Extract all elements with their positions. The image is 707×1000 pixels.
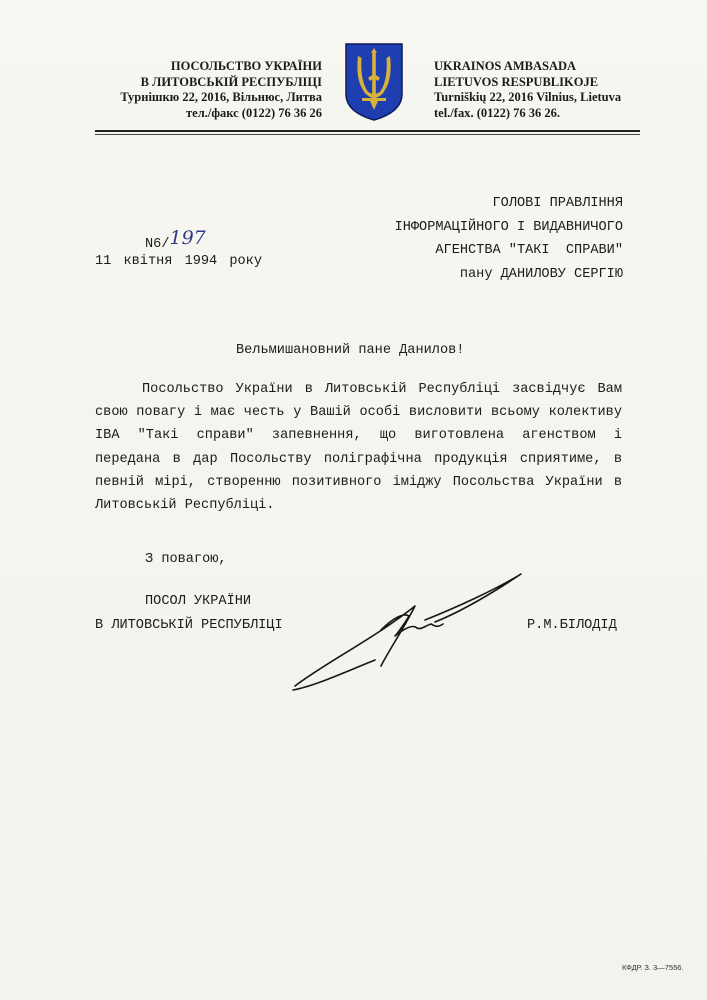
letterhead-ua-line-3: Турнішкю 22, 2016, Вільнюс, Литва	[120, 90, 322, 104]
reference-number	[145, 227, 206, 252]
letterhead-lt-line-3: Turniškių 22, 2016 Vilnius, Lietuva	[434, 90, 622, 104]
letterhead-lt-line-1: UKRAINOS AMBASADA	[434, 59, 577, 73]
addressee-line-1: ГОЛОВІ ПРАВЛІННЯ	[492, 196, 623, 211]
addressee-line-3: АГЕНСТВА "ТАКІ СПРАВИ"	[435, 243, 623, 258]
letter-date: 11 квітня 1994 року	[95, 254, 262, 269]
coat-of-arms-icon	[344, 42, 404, 122]
addressee-line-2: ІНФОРМАЦІЙНОГО І ВИДАВНИЧОГО	[394, 219, 623, 235]
handwritten-signature	[285, 568, 525, 698]
addressee-line-4: пану ДАНИЛОВУ СЕРГІЮ	[459, 266, 623, 282]
letter-body: Посольство України в Литовській Республіці засвідчує Вам свою повагу і має честь у Вашій особі висловити всьому колективу ІВА "Такі справи" запевнення, що виготовлена агенством і передана в дар Посольству поліграфічна продукція сприятиме, в певній мірі, створенню позитивного іміджу Посольства України в Литовській Республіці.	[95, 382, 622, 514]
addressee-block	[395, 192, 623, 286]
signer-name: Р.М.БІЛОДІД	[527, 618, 617, 633]
closing-phrase: З повагою,	[145, 552, 227, 567]
letterhead-lt-line-4: tel./fax. (0122) 76 36 26.	[434, 105, 561, 120]
letterhead-ua-line-2: В ЛИТОВСЬКІЙ РЕСПУБЛІЦІ	[140, 74, 322, 89]
salutation: Вельмишановний пане Данилов!	[236, 343, 465, 358]
reference-handwritten-number: 197	[169, 227, 206, 249]
letterhead-ua-line-4: тел./факс (0122) 76 36 26	[186, 105, 322, 120]
letterhead-ukrainian	[112, 59, 322, 121]
letterhead-divider	[95, 130, 640, 132]
letterhead-lithuanian	[434, 59, 664, 121]
reference-prefix: N6/	[145, 237, 170, 252]
letterhead-ua-line-1: ПОСОЛЬСТВО УКРАЇНИ	[170, 59, 322, 73]
letterhead-divider-thin	[95, 134, 640, 135]
letterhead-lt-line-2: LIETUVOS RESPUBLIKOJE	[434, 74, 599, 89]
print-code: КФДР. З. 3—7556.	[622, 963, 684, 972]
sender-title-line-1: ПОСОЛ УКРАЇНИ	[145, 594, 252, 609]
sender-title-line-2: В ЛИТОВСЬКІЙ РЕСПУБЛІЦІ	[95, 618, 283, 633]
